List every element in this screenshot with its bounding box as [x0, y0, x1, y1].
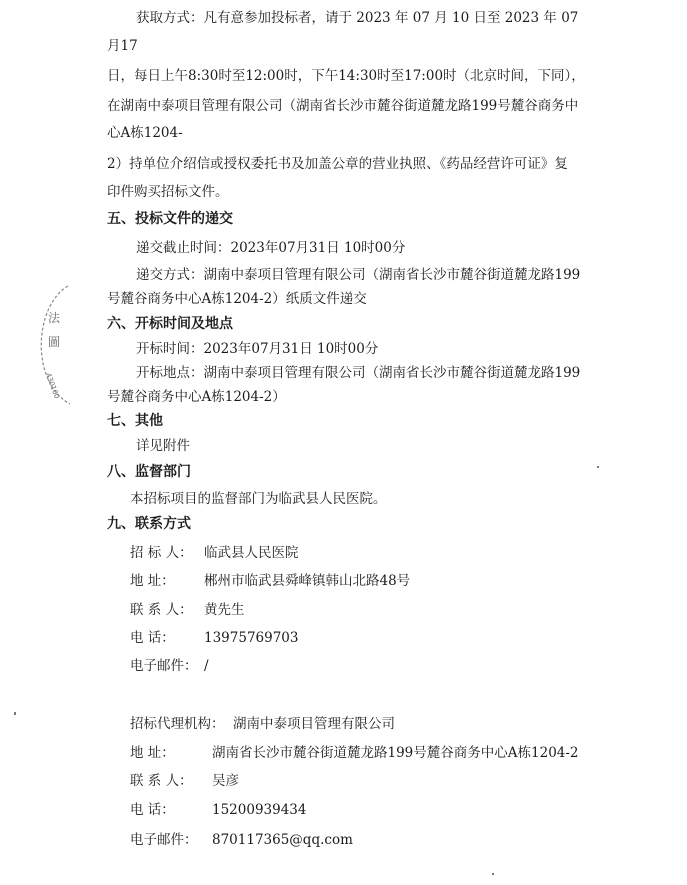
agency-phone-label: 电 话： — [130, 802, 175, 818]
tenderer-address-value: 郴州市临武县舜峰镇韩山北路48号 — [204, 573, 411, 589]
tenderer-address-label: 地 址： — [130, 573, 175, 589]
section-7-body: 详见附件 — [136, 438, 190, 454]
scan-speck — [492, 873, 494, 875]
section-8-heading: 八、监督部门 — [107, 464, 191, 480]
intro-line-5: 心A栋1204- — [107, 125, 183, 141]
scan-speck — [14, 712, 16, 715]
section-5-heading: 五、投标文件的递交 — [107, 211, 233, 227]
intro-line-1: 获取方式：凡有意参加投标者，请于 2023 年 07 月 10 日至 2023 年 07 — [136, 10, 579, 26]
svg-text:法: 法 — [48, 311, 61, 325]
tenderer-phone-label: 电 话： — [130, 630, 175, 646]
section-7-heading: 七、其他 — [107, 413, 163, 429]
section-6-time: 开标时间：2023年07月31日 10时00分 — [136, 341, 379, 357]
section-8-body: 本招标项目的监督部门为临武县人民医院。 — [130, 491, 387, 507]
agency-email-value: 870117365@qq.com — [212, 832, 353, 848]
section-6-place-2: 号麓谷商务中心A栋1204-2） — [107, 389, 286, 405]
intro-line-4: 在湖南中泰项目管理有限公司（湖南省长沙市麓谷街道麓龙路199号麓谷商务中 — [107, 98, 579, 114]
section-5-method-2: 号麓谷商务中心A栋1204-2）纸质文件递交 — [107, 291, 367, 307]
agency-phone-value: 15200939434 — [212, 802, 307, 818]
section-6-place-1: 开标地点：湖南中泰项目管理有限公司（湖南省长沙市麓谷街道麓龙路199 — [136, 365, 581, 381]
svg-text:430100: 430100 — [44, 371, 61, 400]
intro-line-2: 月17 — [107, 38, 138, 54]
agency-contact-label: 联 系 人： — [130, 773, 193, 789]
agency-address-value: 湖南省长沙市麓谷街道麓龙路199号麓谷商务中心A栋1204-2 — [212, 745, 579, 761]
intro-line-6: 2）持单位介绍信或授权委托书及加盖公章的营业执照、《药品经营许可证》复 — [107, 156, 568, 172]
intro-line-3: 日，每日上午8:30时至12:00时，下午14:30时至17:00时（北京时间，下同）， — [107, 68, 585, 84]
agency-email-label: 电子邮件： — [130, 832, 198, 848]
intro-line-7: 印件购买招标文件。 — [107, 184, 229, 200]
section-5-method-1: 递交方式：湖南中泰项目管理有限公司（湖南省长沙市麓谷街道麓龙路199 — [136, 267, 581, 283]
tenderer-contact-label: 联 系 人： — [130, 602, 193, 618]
agency-contact-value: 吴彦 — [212, 773, 239, 789]
agency-address-label: 地 址： — [130, 745, 175, 761]
scan-speck — [597, 466, 599, 468]
tenderer-phone-value: 13975769703 — [204, 630, 299, 646]
agency-name-value: 湖南中泰项目管理有限公司 — [233, 716, 395, 732]
tenderer-value: 临武县人民医院 — [204, 545, 299, 561]
svg-text:圖: 圖 — [48, 335, 61, 349]
tenderer-label: 招 标 人： — [130, 545, 193, 561]
agency-name-label: 招标代理机构： — [130, 716, 225, 732]
seal-stamp-fragment — [28, 282, 74, 408]
section-9-heading: 九、联系方式 — [107, 516, 191, 532]
section-5-deadline: 递交截止时间：2023年07月31日 10时00分 — [136, 240, 406, 256]
tenderer-email-value: / — [204, 658, 209, 674]
section-6-heading: 六、开标时间及地点 — [107, 316, 233, 332]
tenderer-contact-value: 黄先生 — [204, 602, 245, 618]
tenderer-email-label: 电子邮件： — [130, 658, 198, 674]
